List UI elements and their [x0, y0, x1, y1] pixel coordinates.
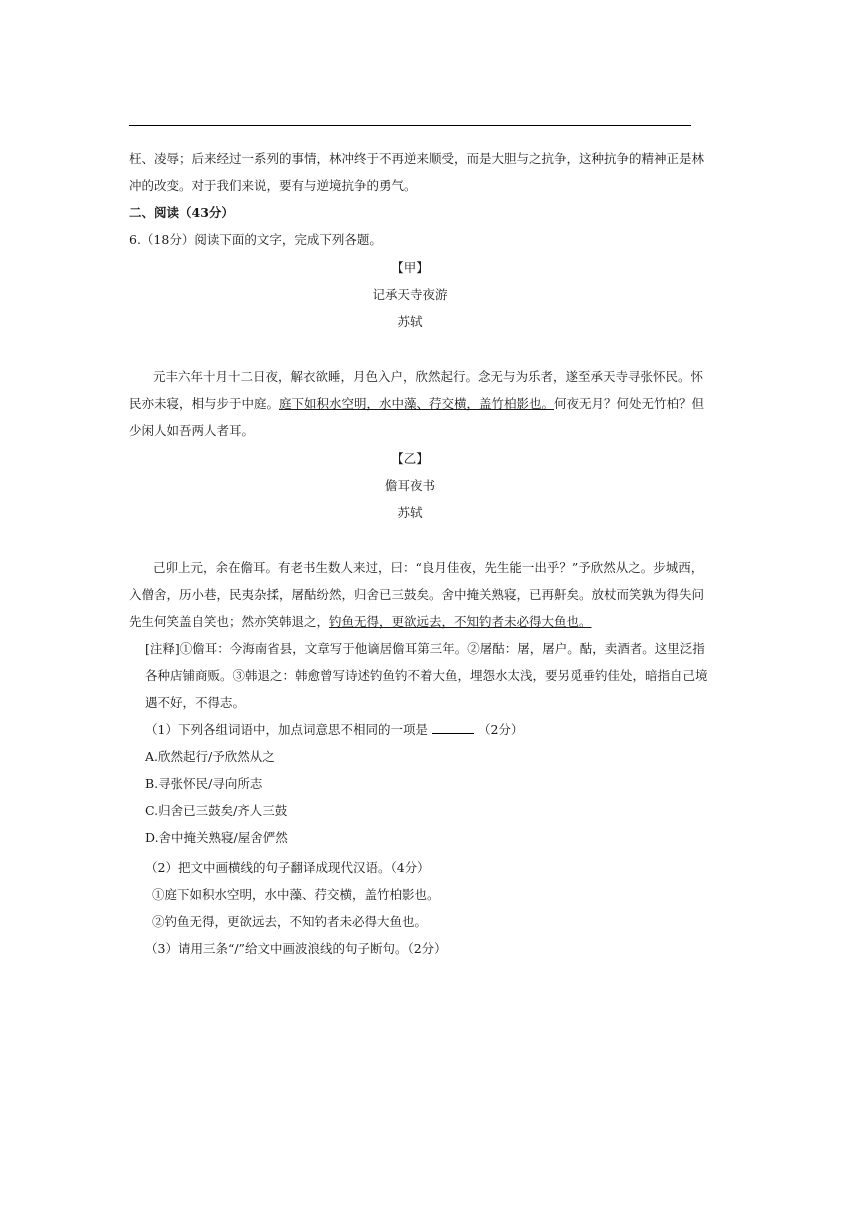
yi-author: 苏轼 — [397, 505, 423, 520]
jia-marker: 【甲】 — [391, 260, 429, 275]
yi-para-line-3 — [129, 613, 691, 631]
question-3-stem: （3）请用三条“/”给文中画波浪线的句子断句。（2分） — [145, 941, 447, 956]
q1-option-a: A.欣然起行/予欣然从之 — [145, 749, 275, 764]
section-heading: 二、阅读（43分） — [129, 205, 234, 220]
yi-text: 先生何笑盖自笑也；然亦笑韩退之， — [129, 614, 330, 629]
q1-option-d: D.舍中掩关熟寝/屋舍俨然 — [145, 830, 288, 845]
jia-para-line-2 — [129, 395, 705, 413]
q1-option-c: C.归舍已三鼓矣/齐人三鼓 — [145, 803, 288, 818]
jia-text-cont: 何夜无月？何处无竹柏？但 — [554, 396, 705, 411]
q1-stem-text: （1）下列各组词语中，加点词意思不相同的一项是 — [145, 722, 428, 737]
note-line-1: [注释]①儋耳：今海南省县，文章写于他谪居儋耳第三年。②屠酤：屠，屠户。酤，卖酒者。这里泛指 — [145, 641, 705, 656]
q1-option-b: B.寻张怀民/寻向所志 — [145, 776, 263, 791]
intro-line-2: 冲的改变。对于我们来说，要有与逆境抗争的勇气。 — [129, 178, 417, 193]
note-line-3: 遇不好，不得志。 — [145, 695, 246, 710]
q2-item-2: ②钓鱼无得，更欲远去，不知钓者未必得大鱼也。 — [152, 914, 428, 929]
answer-blank[interactable] — [432, 721, 474, 734]
q1-score: （2分） — [477, 722, 524, 737]
jia-text: 民亦未寝，相与步于中庭。 — [129, 396, 280, 411]
note-line-2: 各种店铺商贩。③韩退之：韩愈曾写诗述钓鱼钓不着大鱼，埋怨水太浅，要另觅垂钓佳处，暗指自己境 — [145, 668, 708, 683]
yi-para-line-2: 入僧舍，历小巷，民夷杂揉，屠酤纷然，归舍已三鼓矣。舍中掩关熟寝，已再鼾矣。放杖而笑孰为得失问 — [129, 587, 705, 602]
intro-line-1: 枉、凌辱；后来经过一系列的事情，林冲终于不再逆来顺受，而是大胆与之抗争，这种抗争的精神正是林 — [129, 151, 705, 166]
jia-para-line-1: 元丰六年十月十二日夜，解衣欲睡，月色入户，欣然起行。念无与为乐者，遂至承天寺寻张怀民。怀 — [153, 369, 704, 384]
question-1-stem — [145, 721, 707, 739]
jia-author: 苏轼 — [397, 314, 423, 329]
question-6-intro: 6.（18分）阅读下面的文字，完成下列各题。 — [129, 232, 382, 247]
yi-underlined-sentence: 钓鱼无得，更欲远去，不知钓者未必得大鱼也。 — [329, 614, 592, 629]
jia-para-line-3: 少闲人如吾两人者耳。 — [129, 423, 255, 438]
yi-marker: 【乙】 — [391, 451, 429, 466]
q2-item-1: ①庭下如积水空明，水中藻、荇交横，盖竹柏影也。 — [152, 887, 440, 902]
yi-para-line-1: 己卯上元，余在儋耳。有老书生数人来过，曰：“良月佳夜，先生能一出乎？”予欣然从之。步城西， — [153, 560, 704, 575]
question-2-stem: （2）把文中画横线的句子翻译成现代汉语。（4分） — [145, 860, 430, 875]
header-rule — [129, 125, 691, 126]
jia-title: 记承天寺夜游 — [372, 287, 448, 302]
jia-underlined-sentence: 庭下如积水空明，水中藻、荇交横，盖竹柏影也。 — [279, 396, 555, 411]
yi-title: 儋耳夜书 — [384, 478, 435, 493]
